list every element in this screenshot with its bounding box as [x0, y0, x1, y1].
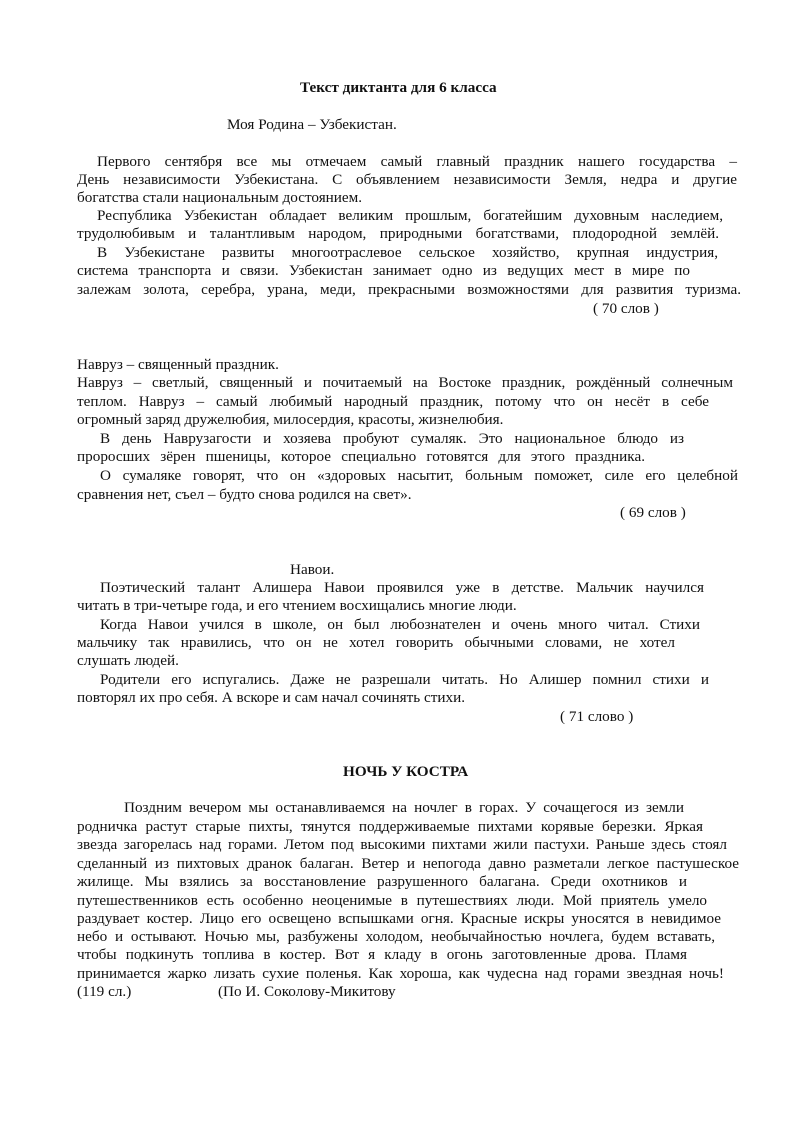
section4-line-3: звезда загорелась над горами. Летом под высокими пихтами жили пастухи. Раньше здесь стоял [77, 836, 727, 853]
section4-word-count: (119 сл.) [77, 983, 132, 1000]
section1-line-4: Республика Узбекистан обладает великим прошлым, богатейшим духовным наследием, [97, 207, 723, 224]
section4-author: (По И. Соколову-Микитову [218, 983, 396, 1000]
section3-word-count: ( 71 слово ) [560, 708, 634, 725]
section1-word-count: ( 70 слов ) [593, 300, 659, 317]
section1-line-6: В Узбекистане развиты многоотраслевое сельское хозяйство, крупная индустрия, [97, 244, 718, 261]
section1-line-5: трудолюбивым и талантливым народом, природными богатствами, плодородной землёй. [77, 225, 719, 242]
section2-line-5: проросших зёрен пшеницы, которое специально готовятся для этого праздника. [77, 448, 645, 465]
section1-line-1: Первого сентября все мы отмечаем самый главный праздник нашего государства – [97, 153, 737, 170]
section3-line-2: читать в три-четыре года, и его чтением восхищались многие люди. [77, 597, 517, 614]
section4-line-4: сделанный из пихтовых дранок балаган. Ветер и непогода давно разметали легкое пастушеское [77, 855, 739, 872]
section4-line-8: небо и остывают. Ночью мы, разбужены холодом, необычайностью ночлега, будем вставать, [77, 928, 715, 945]
section4-line-10: принимается жарко лизать сухие поленья. Как хороша, как чудесна над горами звездная ночь! [77, 965, 724, 982]
section2-line-6: О сумаляке говорят, что он «здоровых насытит, больным поможет, силе его целебной [100, 467, 738, 484]
section4-line-6: путешественников есть особенно неоценимые в путешествиях люди. Мой приятель умело [77, 892, 707, 909]
section2-line-4: В день Наврузагости и хозяева пробуют сумаляк. Это национальное блюдо из [100, 430, 684, 447]
section2-title: Навруз – священный праздник. [77, 356, 279, 373]
section2-word-count: ( 69 слов ) [620, 504, 686, 521]
section1-line-3: богатства стали национальным достоянием. [77, 189, 363, 206]
section2-line-3: огромный заряд дружелюбия, милосердия, красоты, жизнелюбия. [77, 411, 504, 428]
section4-line-1: Поздним вечером мы останавливаемся на ночлег в горах. У сочащегося из земли [124, 799, 684, 816]
section3-line-7: повторял их про себя. А вскоре и сам начал сочинять стихи. [77, 689, 465, 706]
dictation-title: Текст диктанта для 6 класса [300, 79, 497, 96]
section4-title: НОЧЬ У КОСТРА [343, 763, 469, 780]
section4-line-5: жилище. Мы взялись за восстановление разрушенного балагана. Среди охотников и [77, 873, 687, 890]
section1-line-8: залежам золота, серебра, урана, меди, прекрасными возможностями для развития туризма. [77, 281, 741, 298]
section2-line-2: теплом. Навруз – самый любимый народный праздник, потому что он несёт в себе [77, 393, 709, 410]
section2-line-7: сравнения нет, съел – будто снова родился на свет». [77, 486, 412, 503]
section3-line-4: мальчику так нравились, что он не хотел говорить обычными словами, не хотел [77, 634, 675, 651]
section4-line-9: чтобы подкинуть топлива в костер. Вот я кладу в огонь заготовленные дрова. Пламя [77, 946, 687, 963]
section1-line-2: День независимости Узбекистана. С объявлением независимости Земля, недра и другие [77, 171, 737, 188]
section4-line-7: раздувает костер. Лицо его освещено вспышками огня. Красные искры уносятся в невидимое [77, 910, 721, 927]
section3-line-3: Когда Навои учился в школе, он был любознателен и очень много читал. Стихи [100, 616, 700, 633]
section4-line-2: родничка растут старые пихты, тянутся поддерживаемые пихтами корявые березки. Яркая [77, 818, 703, 835]
section3-line-5: слушать людей. [77, 652, 179, 669]
section2-line-1: Навруз – светлый, священный и почитаемый на Востоке праздник, рождённый солнечным [77, 374, 733, 391]
section3-line-1: Поэтический талант Алишера Навои проявился уже в детстве. Мальчик научился [100, 579, 704, 596]
section3-line-6: Родители его испугались. Даже не разрешали читать. Но Алишер помнил стихи и [100, 671, 709, 688]
section1-line-7: система транспорта и связи. Узбекистан занимает одно из ведущих мест в мире по [77, 262, 690, 279]
section1-subtitle: Моя Родина – Узбекистан. [227, 116, 397, 133]
section3-title: Навои. [290, 561, 335, 578]
